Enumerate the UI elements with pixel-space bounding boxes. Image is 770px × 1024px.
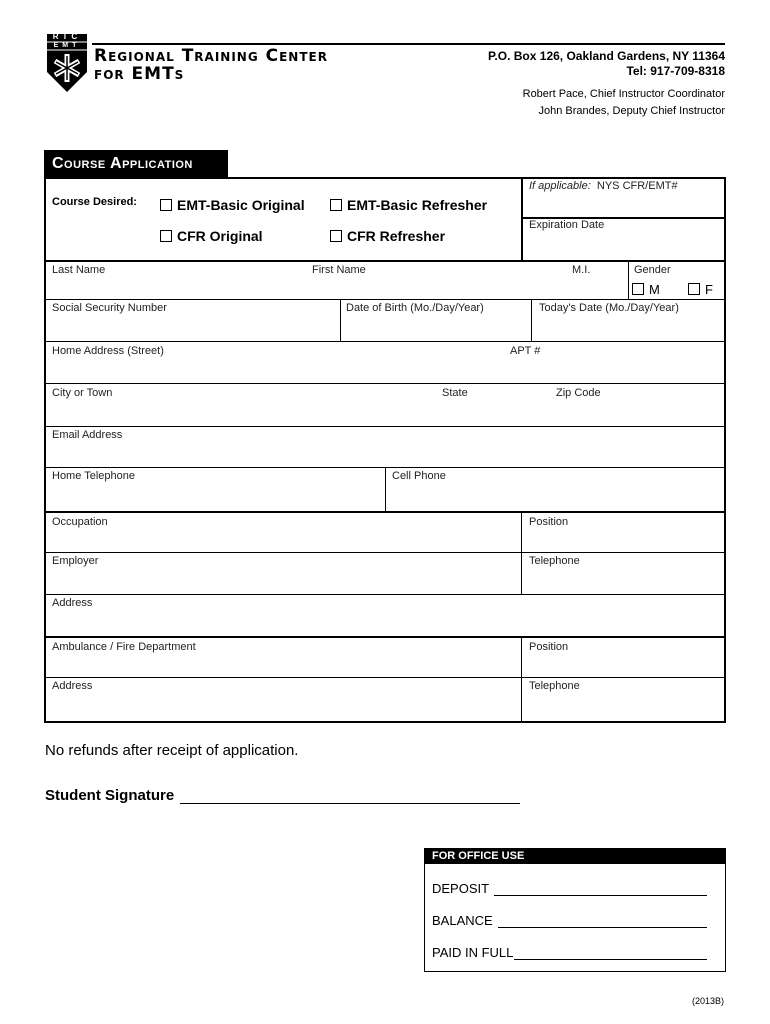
ambulance-position-label[interactable]: Position (529, 641, 569, 653)
form-code: (2013B) (691, 996, 724, 1006)
zip-code-label[interactable]: Zip Code (556, 387, 601, 399)
state-label[interactable]: State (442, 387, 468, 399)
city-label[interactable]: City or Town (52, 387, 113, 399)
row-rule (44, 299, 726, 300)
cell-phone-label[interactable]: Cell Phone (392, 470, 446, 482)
dob-label[interactable]: Date of Birth (Mo./Day/Year) (346, 302, 484, 314)
course-bottom-rule (44, 260, 726, 262)
first-name-label[interactable]: First Name (312, 264, 366, 276)
cert-number-label: NYS CFR/EMT# (596, 180, 678, 192)
option-emt-basic-refresher[interactable] (330, 197, 487, 213)
expiration-date-label[interactable]: Expiration Date (529, 219, 605, 231)
option-cfr-original[interactable] (160, 228, 263, 244)
signature-label: Student Signature (45, 787, 175, 804)
ssn-label[interactable]: Social Security Number (52, 302, 167, 314)
ambulance-fire-label[interactable]: Ambulance / Fire Department (52, 641, 196, 653)
section-rule (44, 636, 726, 638)
course-divider (521, 177, 523, 261)
checkbox-icon[interactable] (160, 230, 172, 242)
cert-number-field[interactable] (529, 180, 678, 192)
ambulance-address-label[interactable]: Address (52, 680, 93, 692)
paid-in-full-label: PAID IN FULL (432, 945, 514, 960)
todays-date-label[interactable]: Today's Date (Mo./Day/Year) (539, 302, 679, 314)
row-rule (44, 383, 726, 384)
last-name-label[interactable]: Last Name (52, 264, 106, 276)
today-divider (531, 299, 532, 341)
employer-address-label[interactable]: Address (52, 597, 93, 609)
position-divider (521, 512, 522, 594)
checkbox-icon[interactable] (160, 199, 172, 211)
logo-rtc-text: RTC (52, 32, 82, 41)
office-use-title: FOR OFFICE USE (432, 850, 525, 862)
header-rule (92, 43, 725, 45)
option-cfr-refresher[interactable] (330, 228, 445, 244)
staff-coordinator: Robert Pace, Chief Instructor Coordinator (522, 88, 725, 100)
checkbox-icon[interactable] (330, 199, 342, 211)
gender-divider (628, 261, 629, 299)
home-telephone-label[interactable]: Home Telephone (52, 470, 135, 482)
form-title: Course Application (52, 155, 193, 172)
org-name-line1: Regional Training Center (94, 46, 328, 66)
org-telephone: Tel: 917-709-8318 (626, 64, 725, 78)
logo (44, 32, 90, 94)
position-label[interactable]: Position (529, 516, 569, 528)
course-desired-label: Course Desired: (52, 196, 137, 208)
deposit-label: DEPOSIT (432, 881, 490, 896)
balance-label: BALANCE (432, 913, 493, 928)
apt-label[interactable]: APT # (510, 345, 541, 357)
email-label[interactable]: Email Address (52, 429, 123, 441)
row-rule (44, 552, 726, 553)
org-name-line2: for EMTs (94, 64, 185, 84)
gender-f-label: F (705, 282, 713, 297)
staff-deputy: John Brandes, Deputy Chief Instructor (538, 105, 725, 117)
cell-divider (385, 467, 386, 511)
ambulance-position-divider (521, 637, 522, 722)
option-label: EMT-Basic Refresher (347, 197, 488, 213)
if-applicable-label: If applicable: (529, 180, 591, 192)
row-rule (44, 426, 726, 427)
row-rule (44, 677, 726, 678)
gender-m-label: M (649, 282, 660, 297)
section-rule (44, 511, 726, 513)
option-label: EMT-Basic Original (177, 197, 305, 213)
dob-divider (340, 299, 341, 341)
gender-m-option[interactable] (632, 282, 660, 297)
checkbox-icon[interactable] (330, 230, 342, 242)
checkbox-icon[interactable] (688, 283, 700, 295)
occupation-label[interactable]: Occupation (52, 516, 108, 528)
row-rule (44, 341, 726, 342)
mi-label[interactable]: M.I. (572, 264, 591, 276)
row-rule (44, 594, 726, 595)
logo-emt-text: EMT (53, 42, 81, 49)
ambulance-telephone-label[interactable]: Telephone (529, 680, 580, 692)
option-label: CFR Refresher (347, 228, 446, 244)
gender-label: Gender (634, 264, 671, 276)
org-address: P.O. Box 126, Oakland Gardens, NY 11364 (487, 49, 725, 63)
refund-notice: No refunds after receipt of application. (45, 742, 299, 759)
deposit-line[interactable] (494, 895, 707, 896)
checkbox-icon[interactable] (632, 283, 644, 295)
employer-label[interactable]: Employer (52, 555, 99, 567)
option-label: CFR Original (177, 228, 263, 244)
paid-in-full-line[interactable] (514, 959, 707, 960)
gender-f-option[interactable] (688, 282, 713, 297)
signature-line[interactable] (180, 803, 520, 804)
home-address-label[interactable]: Home Address (Street) (52, 345, 164, 357)
option-emt-basic-original[interactable] (160, 197, 305, 213)
employer-telephone-label[interactable]: Telephone (529, 555, 580, 567)
balance-line[interactable] (498, 927, 707, 928)
